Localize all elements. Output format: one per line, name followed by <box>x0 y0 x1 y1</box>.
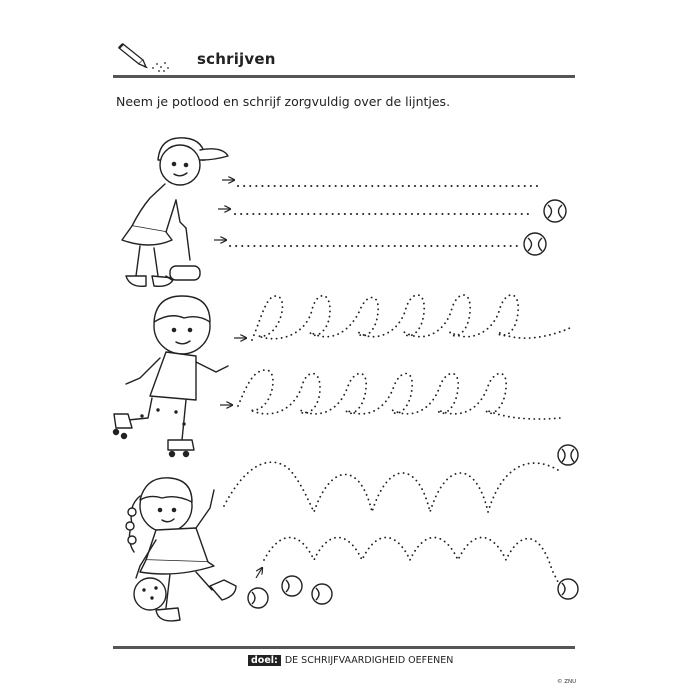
trace-loops-row-2 <box>220 295 570 419</box>
goal-text: DE SCHRIJFVAARDIGHEID OEFENEN <box>284 655 454 666</box>
rollerskate-kid-illustration <box>114 296 229 457</box>
girl-ball-illustration <box>126 478 236 621</box>
ball-icon <box>524 200 566 255</box>
ball-icon <box>248 445 578 608</box>
croquet-boy-illustration <box>122 138 228 286</box>
trace-arches-row-3 <box>224 462 558 582</box>
instruction-text: Neem je potlood en schrijf zorgvuldig over de lijntjes. <box>116 94 451 109</box>
copyright-text: © ZNU <box>557 679 577 685</box>
page-title: schrijven <box>197 50 276 68</box>
trace-lines-row-1 <box>214 180 540 246</box>
goal-label: doel: <box>248 655 281 666</box>
footer-rule <box>113 646 575 649</box>
goal-footer <box>248 655 453 666</box>
